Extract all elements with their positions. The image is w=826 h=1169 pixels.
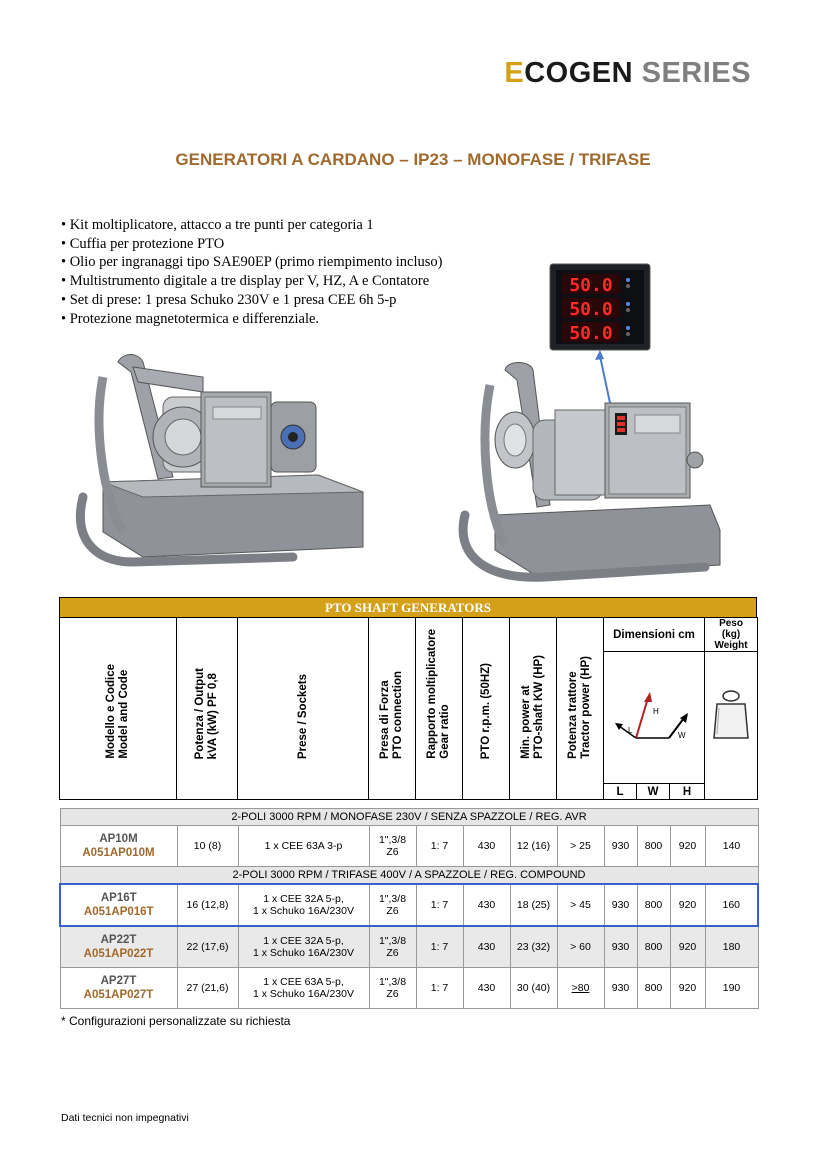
- axes-icon: [604, 678, 705, 758]
- cell-rpm: 430: [463, 826, 510, 867]
- feature-item: • Cuffia per protezione PTO: [61, 235, 442, 254]
- brand-tail: SERIES: [633, 57, 751, 89]
- cell-rpm: 430: [463, 884, 510, 926]
- cell-power: 22 (17,6): [177, 926, 238, 968]
- cell-minpower: 30 (40): [510, 968, 557, 1009]
- cell-rpm: 430: [463, 926, 510, 968]
- pto-generators-table: [59, 597, 757, 1009]
- model-name: AP27T: [100, 975, 137, 987]
- svg-text:H: H: [653, 706, 659, 716]
- cell-sockets: 1 x CEE 63A 5-p, 1 x Schuko 16A/230V: [238, 968, 369, 1009]
- model-code: A051AP027T: [83, 989, 154, 1001]
- cell-h: 920: [670, 884, 705, 926]
- svg-text:L: L: [628, 725, 633, 735]
- feature-item: • Set di prese: 1 presa Schuko 230V e 1 presa CEE 6h 5-p: [61, 291, 442, 310]
- feature-item: • Kit moltiplicatore, attacco a tre punti per categoria 1: [61, 216, 442, 235]
- cell-pto: 1",3/8 Z6: [369, 926, 416, 968]
- section-trifase: 2-POLI 3000 RPM / TRIFASE 400V / A SPAZZOLE / REG. COMPOUND: [60, 867, 758, 885]
- table-body: [59, 808, 759, 1009]
- cell-power: 10 (8): [177, 826, 238, 867]
- cell-minpower: 18 (25): [510, 884, 557, 926]
- feature-list: [61, 216, 442, 328]
- header-sockets: Prese / Sockets: [238, 618, 369, 800]
- cell-sockets: 1 x CEE 32A 5-p, 1 x Schuko 16A/230V: [238, 926, 369, 968]
- cell-minpower: 23 (32): [510, 926, 557, 968]
- table-header: [59, 617, 758, 800]
- header-model: Modello e Codice Model and Code: [60, 618, 177, 800]
- cell-l: 930: [604, 926, 637, 968]
- header-dim-l: L: [604, 784, 637, 800]
- cell-ratio: 1: 7: [416, 884, 463, 926]
- display-reading: 50.0: [569, 275, 613, 296]
- cell-rpm: 430: [463, 968, 510, 1009]
- table-row: [60, 884, 758, 926]
- header-rpm: PTO r.p.m. (50HZ): [463, 618, 510, 800]
- cell-w: 800: [637, 968, 670, 1009]
- cell-h: 920: [670, 926, 705, 968]
- brand-logo: [504, 57, 751, 90]
- feature-item: • Multistrumento digitale a tre display per V, HZ, A e Contatore: [61, 272, 442, 291]
- cell-weight: 160: [705, 884, 758, 926]
- display-reading: 50.0: [569, 323, 613, 344]
- custom-config-note: * Configurazioni personalizzate su richiesta: [61, 1014, 291, 1028]
- cell-pto: 1",3/8 Z6: [369, 968, 416, 1009]
- table-row: [60, 968, 758, 1009]
- header-power: Potenza / Output kVA (kW) PF 0,8: [177, 618, 238, 800]
- header-tractor: Potenza trattore Tractor power (HP): [557, 618, 604, 800]
- cell-tractor: > 60: [557, 926, 604, 968]
- header-dimensions: Dimensioni cm: [604, 618, 705, 652]
- cell-power: 16 (12,8): [177, 884, 238, 926]
- header-minpower: Min. power at PTO-shaft KW (HP): [510, 618, 557, 800]
- header-pto: Presa di Forza PTO connection: [369, 618, 416, 800]
- model-code: A051AP022T: [83, 948, 154, 960]
- section-monofase: 2-POLI 3000 RPM / MONOFASE 230V / SENZA SPAZZOLE / REG. AVR: [60, 809, 758, 826]
- display-reading: 50.0: [569, 299, 613, 320]
- cell-l: 930: [604, 968, 637, 1009]
- cell-sockets: 1 x CEE 63A 3-p: [238, 826, 369, 867]
- cell-tractor: > 45: [557, 884, 604, 926]
- cell-weight: 180: [705, 926, 758, 968]
- model-name: AP16T: [100, 892, 137, 904]
- cell-minpower: 12 (16): [510, 826, 557, 867]
- header-dim-w: W: [637, 784, 670, 800]
- model-name: AP22T: [100, 934, 137, 946]
- cell-weight: 140: [705, 826, 758, 867]
- cell-ratio: 1: 7: [416, 968, 463, 1009]
- multimeter-display-image: [548, 262, 653, 352]
- cell-tractor: >80: [557, 968, 604, 1009]
- cell-ratio: 1: 7: [416, 926, 463, 968]
- model-code: A051AP010M: [82, 847, 155, 859]
- cell-ratio: 1: 7: [416, 826, 463, 867]
- cell-l: 930: [604, 826, 637, 867]
- cell-h: 920: [670, 826, 705, 867]
- svg-text:W: W: [678, 730, 686, 740]
- model-name: AP10M: [99, 833, 138, 845]
- cell-pto: 1",3/8 Z6: [369, 826, 416, 867]
- table-banner: PTO SHAFT GENERATORS: [59, 597, 757, 617]
- table-row: [60, 926, 758, 968]
- feature-item: • Olio per ingranaggi tipo SAE90EP (primo riempimento incluso): [61, 253, 442, 272]
- header-dim-h: H: [670, 784, 705, 800]
- cell-pto: 1",3/8 Z6: [369, 884, 416, 926]
- cell-weight: 190: [705, 968, 758, 1009]
- cell-w: 800: [637, 884, 670, 926]
- cell-sockets: 1 x CEE 32A 5-p, 1 x Schuko 16A/230V: [238, 884, 369, 926]
- model-code: A051AP016T: [83, 906, 154, 918]
- table-row: [60, 826, 758, 867]
- weight-icon-cell: [705, 652, 758, 800]
- dimensions-axes: [604, 652, 705, 784]
- page-title: GENERATORI A CARDANO – IP23 – MONOFASE / TRIFASE: [175, 150, 651, 169]
- weight-icon: [711, 686, 751, 746]
- cell-l: 930: [604, 884, 637, 926]
- generator-image-right: [445, 355, 730, 585]
- feature-item: • Protezione magnetotermica e differenziale.: [61, 310, 442, 329]
- generator-image-left: [63, 347, 393, 577]
- brand-letter: E: [504, 57, 525, 89]
- cell-power: 27 (21,6): [177, 968, 238, 1009]
- cell-tractor: > 25: [557, 826, 604, 867]
- cell-w: 800: [637, 826, 670, 867]
- cell-h: 920: [670, 968, 705, 1009]
- header-ratio: Rapporto moltiplicatore Gear ratio: [416, 618, 463, 800]
- cell-w: 800: [637, 926, 670, 968]
- header-weight: Peso (kg) Weight: [705, 618, 758, 652]
- brand-mid: COGEN: [524, 57, 634, 89]
- footer-disclaimer: Dati tecnici non impegnativi: [61, 1112, 189, 1124]
